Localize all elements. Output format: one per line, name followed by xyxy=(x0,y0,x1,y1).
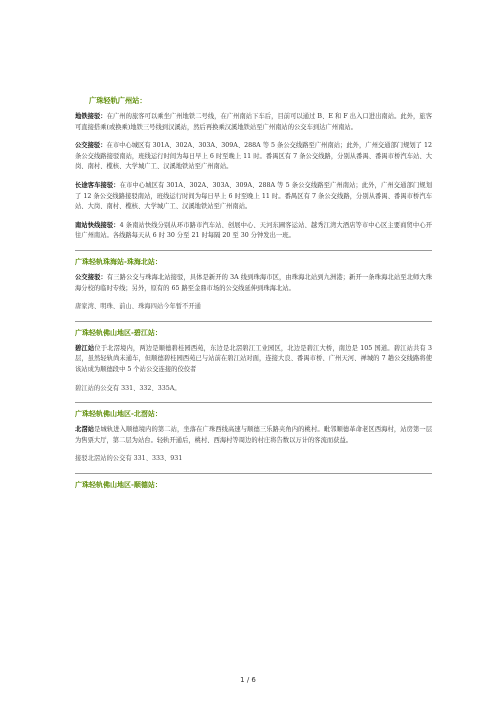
paragraph-express xyxy=(75,221,432,242)
paragraph-lead: 长途客车接驳： xyxy=(75,181,120,189)
paragraph-lead: 公交接驳： xyxy=(75,142,107,150)
section-divider xyxy=(75,321,432,322)
paragraph-lead: 地铁接驳： xyxy=(75,113,107,120)
paragraph-lead: 碧江站 xyxy=(75,344,95,352)
paragraph-lead: 南站快线接驳： xyxy=(75,221,120,229)
section-title-shunde: 广珠轻轨佛山地区-顺德站： xyxy=(75,479,162,489)
section-title-beijiao: 广珠轻轨佛山地区-北滘站： xyxy=(75,409,162,419)
paragraph-bus xyxy=(75,141,432,173)
paragraph-text: 是城轨进入顺德境内的第二站，坐落在广珠西线高速与顺德三乐路夹角内的桃村。毗邻顺德革命老区西海村，站房第一层为售票大厅，第二层为站台。轻轨开通后，桃村、西海村等周边的村庄将告数以万计的客流而获益。 xyxy=(75,426,433,444)
section-title-zhuhai: 广珠轻轨珠海站-珠海北站： xyxy=(75,256,162,266)
paragraph-zhuhai-bus xyxy=(75,273,432,294)
paragraph-lead: 公交接驳： xyxy=(75,273,107,281)
paragraph-beijiao xyxy=(75,425,432,446)
section-divider xyxy=(75,250,432,251)
paragraph-text: 在广州的旅客可以乘坐广州地铁二号线，在广州南站下车后，目前可以通过 B、E 和 F 出入口进出南站。此外，旅客可直接搭乘(或换乘)地铁三号线到汉溪站，然后再换乘汉溪地铁站至广州南站的公交车到达广州南站。 xyxy=(75,113,433,131)
section-heading-guangzhou: 广珠轻轨广州站： xyxy=(89,96,147,105)
paragraph-bijiang-bus: 碧江站的公交有 331、332、335A。 xyxy=(75,384,181,392)
paragraph-text: 有三路公交与珠海北站接驳，具体是新开的 3A 线到珠海市区，由珠海北站到九洲港；新开一条珠海北站至北师大珠海分校的临时专线；另外，原有的 65 路至金鼎市场的公交线延伸到珠海北站。 xyxy=(75,273,433,292)
paragraph-lead: 北滘站 xyxy=(75,426,95,434)
paragraph-zhuhai-note: 唐家湾、明珠、前山、珠海四站今年暂不开通 xyxy=(75,303,201,311)
section-divider xyxy=(75,473,432,474)
page-number: 1 / 6 xyxy=(240,676,256,684)
section-divider xyxy=(75,402,432,403)
document-body xyxy=(75,96,432,496)
paragraph-text: 4 条南站快线分别从环市路市汽车站、创展中心、天河东圃客运站、越秀江湾大酒店等市中心区主要商贸中心开往广州南站。各线路每天从 6 时 30 分至 21 时每隔 20 至 30 分钟发出一班。 xyxy=(75,221,432,240)
paragraph-bijiang xyxy=(75,344,432,376)
paragraph-metro xyxy=(75,112,432,133)
paragraph-coach xyxy=(75,181,432,213)
paragraph-beijiao-bus: 接驳北滘站的公交有 331、333、931 xyxy=(75,455,183,463)
paragraph-text: 位于北滘境内，两边是顺德碧桂园西苑，东边是北滘碧江工业园区，北边是碧江大桥，南边是 105 国道。碧江站共有 3 层，虽然轻轨尚未通车，但顺德碧桂园西苑已与站前在碧江站对面，连接大良、番禺市桥、广州天河、禅城的 7 趟公交线路将使该站成为顺德段中 5 个站公交连接的佼佼者 xyxy=(75,344,433,373)
section-title-bijiang: 广珠轻轨佛山地区-碧江站： xyxy=(75,327,162,337)
paragraph-text: 在市中心城区有 301A、302A、303A、309A、288A 等 5 条公交线路至广州南站；此外，广州交通部门规划了 12 条公交线路接驳南站，班线运行时间为每日早上 6 时至晚上 11 时。番禺区有 7 条公交线路，分别从番禺、番禺市桥汽车站、大岗、南村、榄核、大学城广工、汉溪地铁站至广州南站。 xyxy=(75,181,432,211)
paragraph-text: 在市中心城区有 301A、302A、303A、309A、288A 等 5 条公交线路至广州南站；此外，广州交通部门规划了 12 条公交线路接驳南站，班线运行时间为每日早上 6 时至晚上 11 时。番禺区有 7 条公交线路，分别从番禺、番禺市桥汽车站、大岗、南村、榄核、大学城广工、汉溪地铁站至广州南站。 xyxy=(75,142,433,171)
